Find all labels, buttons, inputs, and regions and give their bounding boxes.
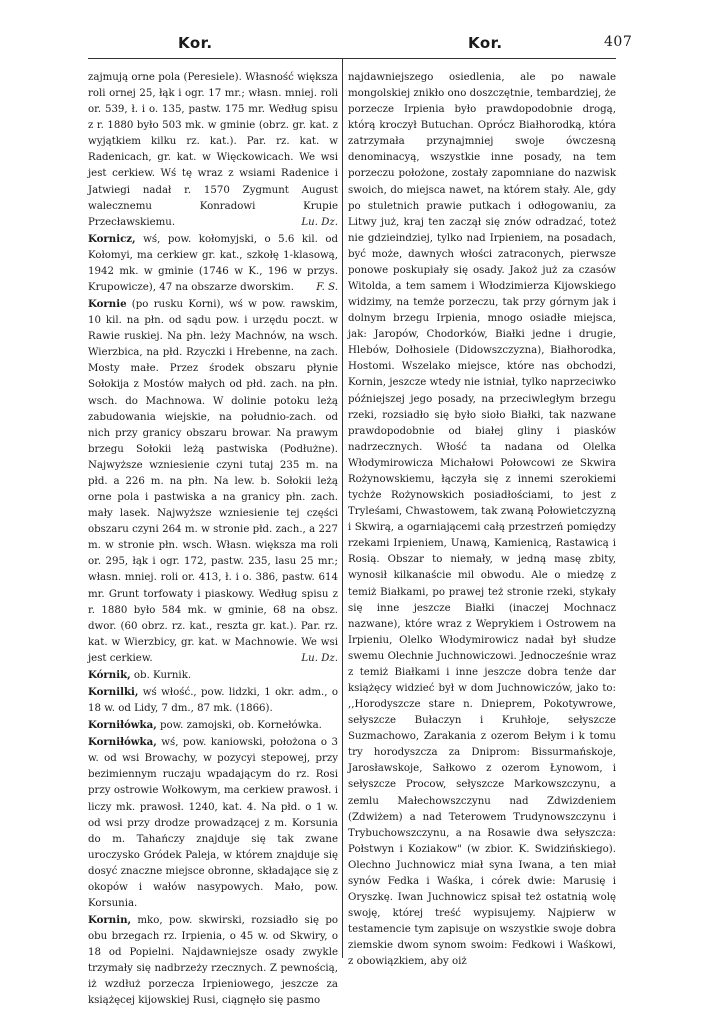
entry-text: mko, pow. skwirski, rozsiadło się po obu brzegach rz. Irpienia, o 45 w. od Skwiry, o 18 od Popielni. Najdawniejsze osady zwykle trzymały się nadbrzeży rzecznych. Z pewnością, iż wzdłuż porzecza Irpieniowego, jeszcze za książęcej kijowskiej Rusi, ciągnęło się pasmo <box>88 915 338 1007</box>
right-column <box>348 70 616 970</box>
entry-text: najdawniejszego osiedlenia, ale po nawale mongolskiej znikło ono doszczętnie, tembardziej, że porzecze Irpienia było prawdopodobnie drogą, którą kroczył Butuchan. Oprócz Białhorodką, która zatrzymała przynajmniej swoje ówczesną denominacyą, wszystkie inne posady, na tem porzeczu położone, zostały zapomniane do nazwisk swoich, do miejsca nawet, na którem stały. Ale, gdy po stuletnich prawie putkach i odłogowaniu, za Litwy już, kraj ten zaczął się znów odradzać, toteż nie gdzieindziej, tylko nad Irpieniem, na posadach, być może, dawnych włości zatraconych, pierwsze ponowe poskupiały się osady. Jakoż już za czasów Witolda, a tem samem i Włodzimierza Kijowskiego widzimy, na temże porzeczu, tak przy górnym jak i dolnym brzegu Irpienia, mnogo osiadłe miejsca, jak: Jaropów, Chodorków, Białki jedne i drugie, Hlebów, Dołhosiele (Didowszczyzna), Białhorodka, Hostomi. Wszelako miejsce, które nas obchodzi, Kornin, jeszcze wtedy nie istniał, tylko naprzeciwko późniejszej jego posady, na przeciwległym brzegu rzeki, rozsiadło się było sioło Białki, tak nazwane prawdopodobnie od białej gliny i piasków nadrzecznych. Włość ta nadana od Olelka Włodymirowicza Michałowi Połowcowi ze Skwira Rożynowskiemu, łączyła się z innemi szerokiemi tychże Rożynowskich posiadłościami, to jest z Tryleśami, Chwastowem, tak zwaną Połowietczyzną i Skwirą, a ogarniającemi całą przestrzeń pomiędzy rzekami Irpieniem, Unawą, Kamienicą, Rastawicą i Rosią. Obszar to niemały, w jedną masę zbity, wynosił kilkanaście mil obwodu. Ale o miedzę z temiż Białkami, po prawej też stronie rzeki, stykały się inne jeszcze Białki (inaczej Mochnacz nazwane), które wraz z Weprykiem i Ostrowem na Irpieniu, Olelko Włodymirowicz nadał był słudze swemu Olechnie Juchnowiczowi. Jednocześnie wraz z temiż Białkami i inne jeszcze dobra tenże dar książęcy widzieć był w dom Juchnowiczów, jako to: ,,Horodyszcze stare n. Dnieprem, Pokotywrowe, sełyszcze Bułaczyn i Kruhłoje, sełyszcze Suzmachowo, Zarakania z ozerom Bełym i k tomu try horodyszcza za Dniprom: Bissurmańskoje, Jarosławskoje, Sałkowo z ozerom Łynowom, i sełyszcze Procow, sełyszcze Markowszczynu, a zemlu Małechowszczynu nad Zdwizdeniem (Zdwiżem) a nad Teterowem Trudynowszczynu i Trybuchowszczynu, a na Rosawie dwa sełyszcza: Połstwyn i Koziakow" (w zbior. K. Swidzińskiego). Olechno Juchnowicz miał syna Iwana, a ten miał synów Fedka i Waśka, i córek dwie: Marusię i Oryszkę. Iwan Juchnowicz spisał też ostatnią wolę swoję, której treść wypisujemy. Najpierw w testamencie tym zapisuje on wszystkie swoje dobra ziemskie dwom synom swoim: Fedkowi i Waśkowi, z obowiązkiem, aby oiż <box>348 72 616 968</box>
entry-headword: Korniłówka, <box>88 719 157 732</box>
entry-text: (po rusku Korni), wś w pow. rawskim, 10 kil. na płn. od sądu pow. i urzędu poczt. w Rawie ruskiej. Na płn. leży Machnów, na wsch. Wierzbica, na płd. Rzyczki i Hrebenne, na zach. Mosty małe. Przez środek obszaru płynie Sołokija z Mostów małych od płd. zach. na płn. wsch. do Machnowa. W dolinie potoku leżą zabudowania wiejskie, na południo-zach. od nich przy granicy obszaru browar. Na prawym brzegu Sołokii leżą pastwiska (Podłużne). Najwyższe wzniesienie czyni tutaj 235 m. na płd. a 226 m. na płn. Na lew. b. Sołokii leżą orne pola i pastwiska a na granicy płn. zach. mały lasek. Najwyższe wzniesienie tej części obszaru czyni 264 m. w stronie płd. zach., a 227 m. w stronie płn. wsch. Własn. większa ma roli or. 295, łąk i ogr. 172, pastw. 235, lasu 25 mr.; własn. mniej. roli or. 413, ł. i o. 386, pastw. 614 mr. Grunt torfowaty i piaskowy. Według spisu z r. 1880 było 584 mk. w gminie, 68 na obsz. dwor. (60 obrz. rz. kat., reszta gr. kat.). Par. rz. kat. w Wierzbicy, gr. kat. w Machnowie. We wsi jest cerkiew. <box>88 299 338 664</box>
entry-headword: Kornie <box>88 298 127 311</box>
column-divider <box>342 58 343 958</box>
author-signature: Lu. Dz. <box>301 216 338 228</box>
entry-paragraph <box>88 296 338 667</box>
right-running-head: Kor. <box>468 34 503 52</box>
entry-paragraph <box>88 231 338 296</box>
left-column <box>88 70 338 1010</box>
entry-text: pow. zamojski, ob. Kornełówka. <box>156 720 322 732</box>
entry-paragraph <box>88 70 338 231</box>
page-number: 407 <box>604 34 633 50</box>
entry-paragraph <box>348 70 616 970</box>
entry-text: wś, pow. kaniowski, położona o 3 w. od wsi Browachy, w pozycyi stepowej, przy bezimiennym ruczaju wpadającym do rz. Rosi przy ostrowie Wołkowym, ma cerkiew prawosł. i liczy mk. prawosł. 1240, kat. 4. Na płd. o 1 w. od wsi przy drodze prowadzącej z m. Korsunia do m. Tahańczy znajduje się tak zwane uroczysko Gródek Paleja, w którem znajduje się dosyć znaczne miejsce obronne, składające się z okopów i wałów nasypowych. Mało, pow. Korsunia. <box>88 737 338 909</box>
entry-headword: Kornilki, <box>88 685 139 698</box>
entry-paragraph <box>88 684 338 717</box>
entry-text: zajmują orne pola (Peresiele). Własność większa roli ornej 25, łąk i ogr. 17 mr.; własn. mniej. roli or. 539, ł. i o. 135, pastw. 175 mr. Według spisu z r. 1880 było 503 mk. w gminie (obrz. gr. kat. z wyjątkiem kilku rz. kat.). Par. rz. kat. w Radenicach, gr. kat. w Więckowicach. We wsi jest cerkiew. Wś tę wraz z wsiami Radenice i Jatwiegi nadał r. 1570 Zygmunt August walecznemu Konradowi Krupie Przecławskiemu. <box>88 72 338 228</box>
entry-headword: Kórnik, <box>88 668 131 681</box>
entry-headword: Kornicz, <box>88 232 136 245</box>
left-running-head: Kor. <box>178 34 213 52</box>
entry-text: wś, pow. kołomyjski, o 5.6 kil. od Kołomyi, ma cerkiew gr. kat., szkołę 1-klasową, 1942 mk. w gminie (1746 w K., 196 w przys. Krupowicze), 47 na obszarze dworskim. <box>88 233 338 294</box>
header-rule <box>88 58 616 59</box>
author-signature: F. S. <box>316 282 338 294</box>
entry-headword: Korniłówka, <box>88 736 157 749</box>
entry-paragraph <box>88 717 338 734</box>
entry-paragraph <box>88 912 338 1009</box>
entry-text: wś włość., pow. lidzki, 1 okr. adm., o 18 w. od Lidy, 7 dm., 87 mk. (1866). <box>88 686 338 715</box>
entry-headword: Kornin, <box>88 914 132 927</box>
author-signature: Lu. Dz. <box>301 652 338 664</box>
entry-paragraph <box>88 734 338 912</box>
entry-paragraph <box>88 667 338 684</box>
entry-text: ob. Kurnik. <box>130 669 192 681</box>
